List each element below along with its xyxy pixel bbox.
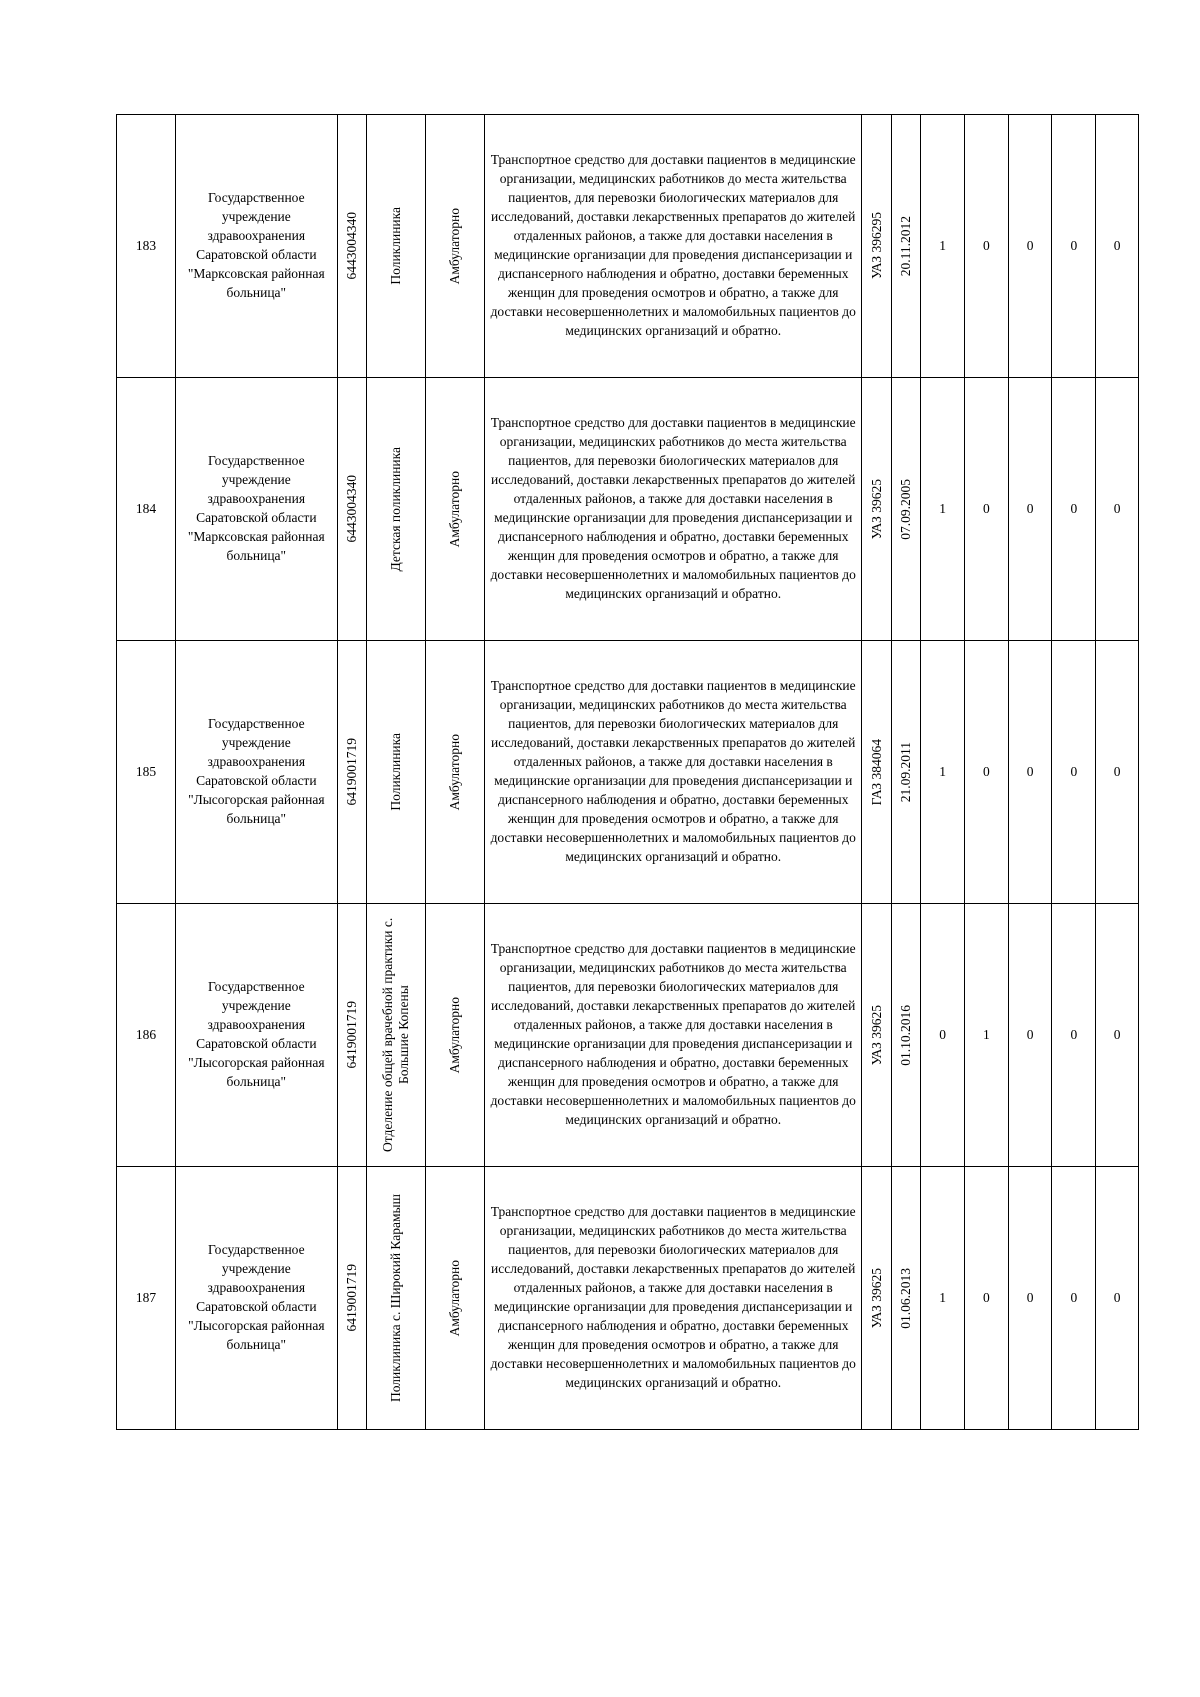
description-cell xyxy=(485,641,862,904)
division-name: Отделение общей врачебной практики с. Большие Копены xyxy=(380,917,412,1153)
registration-date: 20.11.2012 xyxy=(898,215,914,277)
inn-value: 6419001719 xyxy=(343,1264,359,1332)
inn-cell xyxy=(337,378,366,641)
care-mode: Амбулаторно xyxy=(447,733,463,811)
vehicle-model: УАЗ 39625 xyxy=(868,1267,884,1329)
model-cell xyxy=(862,378,891,641)
care-mode: Амбулаторно xyxy=(447,996,463,1074)
value-cell-3: 0 xyxy=(1008,641,1052,904)
organization-cell xyxy=(175,1167,337,1430)
model-cell xyxy=(862,1167,891,1430)
organization-cell xyxy=(175,115,337,378)
registration-date: 01.10.2016 xyxy=(898,1004,914,1066)
value-cell-3: 0 xyxy=(1008,904,1052,1167)
division-name: Поликлиника с. Широкий Карамыш xyxy=(388,1193,404,1402)
inn-cell xyxy=(337,115,366,378)
value-cell-4: 0 xyxy=(1052,378,1096,641)
division-name: Детская поликлиника xyxy=(388,446,404,572)
value-cell-5: 0 xyxy=(1096,378,1139,641)
description-cell xyxy=(485,115,862,378)
value-cell-1: 1 xyxy=(921,378,965,641)
description-cell xyxy=(485,904,862,1167)
model-cell xyxy=(862,904,891,1167)
value-cell-1: 1 xyxy=(921,1167,965,1430)
model-cell xyxy=(862,641,891,904)
value-cell-5: 0 xyxy=(1096,1167,1139,1430)
value-cell-3: 0 xyxy=(1008,378,1052,641)
organization-cell xyxy=(175,641,337,904)
division-cell xyxy=(367,1167,426,1430)
care-mode-cell xyxy=(426,904,485,1167)
value-cell-4: 0 xyxy=(1052,904,1096,1167)
vehicle-purpose: Транспортное средство для доставки пациентов в медицинские организации, медицинских работников до места жительства пациентов, для перевозки биологических материалов для исследований, доставки лекарственных препаратов до жителей отдаленных районов, а также для доставки населения в медицинские организации для проведения диспансеризации и диспансерного наблюдения и обратно, доставки беременных женщин для проведения осмотров и обратно, а также для доставки несовершеннолетних и маломобильных пациентов до медицинских организаций и обратно. xyxy=(490,1204,856,1390)
inn-value: 6419001719 xyxy=(343,1001,359,1069)
inn-cell xyxy=(337,1167,366,1430)
row-number: 183 xyxy=(117,115,176,378)
division-name: Поликлиника xyxy=(388,207,404,285)
value-cell-2: 0 xyxy=(965,641,1009,904)
table-row xyxy=(117,1167,1139,1430)
row-number: 187 xyxy=(117,1167,176,1430)
value-cell-2: 1 xyxy=(965,904,1009,1167)
row-number: 186 xyxy=(117,904,176,1167)
value-cell-4: 0 xyxy=(1052,641,1096,904)
vehicle-model: ГАЗ 384064 xyxy=(868,738,884,806)
description-cell xyxy=(485,378,862,641)
organization-name: Государственное учреждение здравоохранения Саратовской области "Марксовская районная больница" xyxy=(187,453,325,563)
table-row xyxy=(117,904,1139,1167)
description-cell xyxy=(485,1167,862,1430)
value-cell-4: 0 xyxy=(1052,115,1096,378)
care-mode: Амбулаторно xyxy=(447,1259,463,1337)
value-cell-1: 1 xyxy=(921,641,965,904)
vehicle-purpose: Транспортное средство для доставки пациентов в медицинские организации, медицинских работников до места жительства пациентов, для перевозки биологических материалов для исследований, доставки лекарственных препаратов до жителей отдаленных районов, а также для доставки населения в медицинские организации для проведения диспансеризации и диспансерного наблюдения и обратно, доставки беременных женщин для проведения осмотров и обратно, а также для доставки несовершеннолетних и маломобильных пациентов до медицинских организаций и обратно. xyxy=(490,152,856,338)
division-cell xyxy=(367,378,426,641)
care-mode-cell xyxy=(426,115,485,378)
table-row xyxy=(117,378,1139,641)
vehicle-model: УАЗ 39625 xyxy=(868,1004,884,1066)
date-cell xyxy=(891,378,920,641)
value-cell-3: 0 xyxy=(1008,115,1052,378)
date-cell xyxy=(891,904,920,1167)
date-cell xyxy=(891,641,920,904)
value-cell-5: 0 xyxy=(1096,115,1139,378)
registration-date: 21.09.2011 xyxy=(898,741,914,803)
organization-cell xyxy=(175,378,337,641)
table-row xyxy=(117,641,1139,904)
inn-value: 6443004340 xyxy=(343,475,359,543)
value-cell-5: 0 xyxy=(1096,641,1139,904)
row-number: 185 xyxy=(117,641,176,904)
row-number: 184 xyxy=(117,378,176,641)
inn-value: 6419001719 xyxy=(343,738,359,806)
value-cell-1: 0 xyxy=(921,904,965,1167)
value-cell-2: 0 xyxy=(965,378,1009,641)
care-mode-cell xyxy=(426,1167,485,1430)
inn-cell xyxy=(337,641,366,904)
registration-date: 01.06.2013 xyxy=(898,1267,914,1329)
value-cell-2: 0 xyxy=(965,1167,1009,1430)
care-mode-cell xyxy=(426,378,485,641)
organization-name: Государственное учреждение здравоохранения Саратовской области "Марксовская районная больница" xyxy=(187,190,325,300)
value-cell-1: 1 xyxy=(921,115,965,378)
division-cell xyxy=(367,115,426,378)
inn-value: 6443004340 xyxy=(343,212,359,280)
vehicle-model: УАЗ 396295 xyxy=(868,212,884,280)
table-row xyxy=(117,115,1139,378)
care-mode: Амбулаторно xyxy=(447,207,463,285)
organization-name: Государственное учреждение здравоохранения Саратовской области "Лысогорская районная больница" xyxy=(188,1242,325,1352)
organization-name: Государственное учреждение здравоохранения Саратовской области "Лысогорская районная больница" xyxy=(188,716,325,826)
care-mode: Амбулаторно xyxy=(447,470,463,548)
inn-cell xyxy=(337,904,366,1167)
value-cell-5: 0 xyxy=(1096,904,1139,1167)
registration-date: 07.09.2005 xyxy=(898,478,914,540)
date-cell xyxy=(891,1167,920,1430)
value-cell-2: 0 xyxy=(965,115,1009,378)
vehicle-purpose: Транспортное средство для доставки пациентов в медицинские организации, медицинских работников до места жительства пациентов, для перевозки биологических материалов для исследований, доставки лекарственных препаратов до жителей отдаленных районов, а также для доставки населения в медицинские организации для проведения диспансеризации и диспансерного наблюдения и обратно, доставки беременных женщин для проведения осмотров и обратно, а также для доставки несовершеннолетних и маломобильных пациентов до медицинских организаций и обратно. xyxy=(490,415,856,601)
value-cell-4: 0 xyxy=(1052,1167,1096,1430)
vehicle-model: УАЗ 39625 xyxy=(868,478,884,540)
vehicle-purpose: Транспортное средство для доставки пациентов в медицинские организации, медицинских работников до места жительства пациентов, для перевозки биологических материалов для исследований, доставки лекарственных препаратов до жителей отдаленных районов, а также для доставки населения в медицинские организации для проведения диспансеризации и диспансерного наблюдения и обратно, доставки беременных женщин для проведения осмотров и обратно, а также для доставки несовершеннолетних и маломобильных пациентов до медицинских организаций и обратно. xyxy=(490,941,856,1127)
division-name: Поликлиника xyxy=(388,733,404,811)
vehicle-register-table xyxy=(116,114,1139,1430)
division-cell xyxy=(367,641,426,904)
date-cell xyxy=(891,115,920,378)
organization-name: Государственное учреждение здравоохранения Саратовской области "Лысогорская районная больница" xyxy=(188,979,325,1089)
model-cell xyxy=(862,115,891,378)
vehicle-purpose: Транспортное средство для доставки пациентов в медицинские организации, медицинских работников до места жительства пациентов, для перевозки биологических материалов для исследований, доставки лекарственных препаратов до жителей отдаленных районов, а также для доставки населения в медицинские организации для проведения диспансеризации и диспансерного наблюдения и обратно, доставки беременных женщин для проведения осмотров и обратно, а также для доставки несовершеннолетних и маломобильных пациентов до медицинских организаций и обратно. xyxy=(490,678,856,864)
organization-cell xyxy=(175,904,337,1167)
division-cell xyxy=(367,904,426,1167)
care-mode-cell xyxy=(426,641,485,904)
value-cell-3: 0 xyxy=(1008,1167,1052,1430)
